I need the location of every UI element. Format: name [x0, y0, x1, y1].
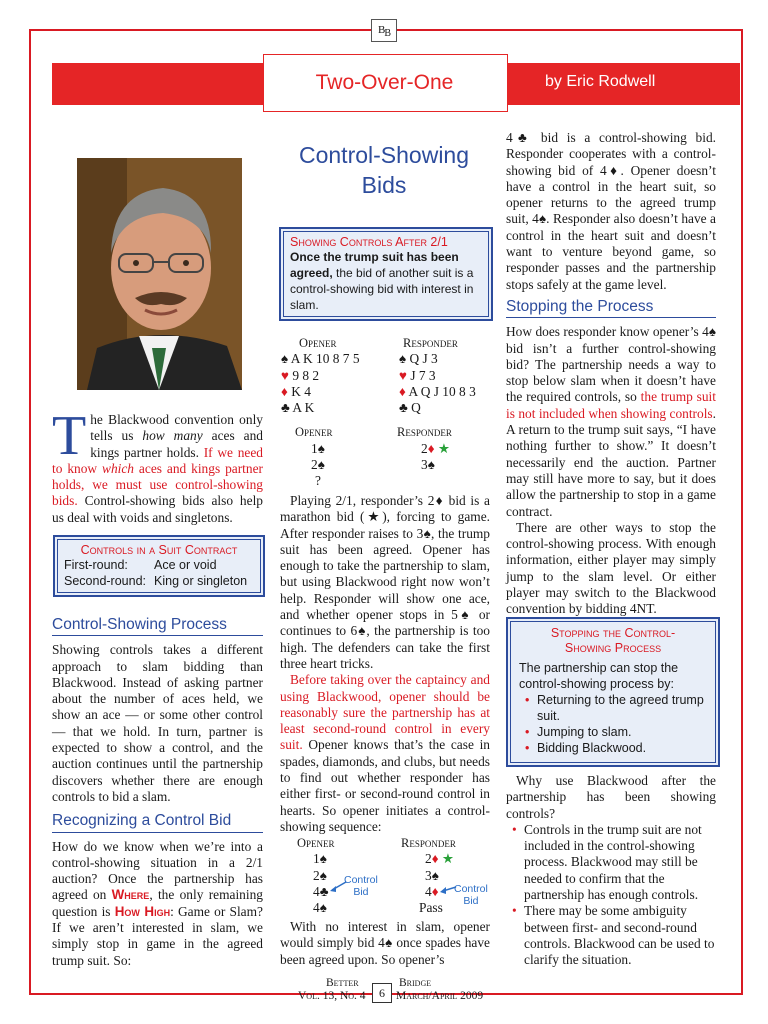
club-icon: ♣ [281, 400, 290, 416]
controls-info-box [53, 535, 265, 597]
heart-icon: ♥ [281, 367, 289, 383]
body-paragraph: Why use Blackwood after the partnership has been showing controls? [506, 773, 716, 821]
body-paragraph: There are other ways to stop the control-showing process. With enough information, either player may simply jump to the slam level. Or either player may switch to the Blackwood convention by bidding 4NT. [506, 519, 716, 617]
responder-label: Responder [403, 336, 458, 350]
author-photo [77, 158, 242, 390]
diamond-icon: ♦ [281, 383, 288, 399]
column-title: Two-Over-One [315, 71, 454, 94]
opener-hearts: ♥ 9 8 2 [281, 367, 320, 383]
spade-icon: ♠ [399, 351, 407, 367]
star-icon: ★ [437, 440, 450, 456]
footer-volume: Vol. 13, No. 4 [298, 990, 366, 1002]
magazine-logo: $B_B$ [371, 19, 397, 42]
responder-spades: ♠ Q J 3 [399, 351, 438, 367]
footer-date: March/April 2009 [396, 990, 484, 1002]
hand-diagram [281, 335, 496, 490]
box-title: Controls in a Suit Contract [80, 543, 238, 557]
showing-controls-box [279, 227, 493, 321]
drop-cap: T [52, 405, 87, 467]
box-title: Showing Controls After 2/1 [290, 235, 448, 249]
box-title: Stopping the Control- Showing Process [550, 626, 676, 655]
list-item: • Jumping to slam. [519, 724, 707, 740]
list-item: • Controls in the trump suit are not included in the control-showing process. Blackwood may still be needed to confirm that the partnership has enough controls. [506, 822, 716, 903]
column-2-text [280, 493, 490, 835]
list-item: • Returning to the agreed trump suit. [519, 692, 707, 724]
body-paragraph: 4♣ bid is a control-showing bid. Responder cooperates with a control-showing bid of 4♦. Opener doesn’t have a control in the heart suit, so opener returns to the agreed trump suit, 4♠. Responder also doesn’t have a control in the heart suit and doesn’t want to venture beyond game, so responder passes and the partnership stops safely at the game level. [506, 130, 716, 292]
intro-paragraph: The Blackwood convention only tells us how many aces and kings partner holds. If we need to know which aces and kings partner holds, we must use control-showing bids. Control-showing bids also help us deal with voids and singletons. [52, 405, 263, 525]
list-item: • There may be some ambiguity between first- and second-round controls. Blackwood can be used to clarify the situation. [506, 903, 716, 968]
auction-1: Opener 1♠ 2♠ ? Responder 2♦ ★ 3♠ [295, 425, 452, 489]
page-number: 6 [372, 983, 392, 1003]
body-paragraph: Playing 2/1, responder’s 2♦ bid is a marathon bid (★), forcing to game. After responder raises to 3♠, the trump suit has been agreed. Opener has enough to take the partnership to slam, but using Blackwood right now won’t help. Responder will show one ace, and whether opener stops in 5♠ or continues to 6♠, the partnership is too high. The defenders can take the first three heart tricks. [280, 493, 490, 671]
footer-bridge: Bridge [399, 977, 432, 989]
opener-spades: ♠ A K 10 8 7 5 [281, 351, 360, 367]
footer-better: Better [326, 977, 359, 989]
body-paragraph: How does responder know opener’s 4♠ bid isn’t a further control-showing bid? The partnership needs a way to stop below slam when it doesn’t have the required controls, so the trump suit is not included when showing controls. A return to the trump suit says, “I have nothing further to show.” It doesn’t necessarily end the auction. Partner may still have more to say, but it does allow the partnership to stop in a game contract. [506, 324, 716, 519]
box-row-first-round: First-round: Ace or void [64, 558, 217, 572]
column-1 [52, 405, 263, 526]
heart-icon: ♥ [399, 367, 407, 383]
section-heading: Stopping the Process [506, 299, 716, 318]
body-paragraph: How do we know when we’re into a control-showing situation in a 2/1 auction? Once the partnership has agreed on Where, the only remaining question is How High: Game or Slam? If we aren’t interested in slam, we simply stop in game in the agreed trump suit. So: [52, 838, 263, 968]
section-heading: Control-Showing Process [52, 617, 263, 636]
list-item: • Bidding Blackwood. [519, 740, 707, 756]
opener-diamonds: ♦ K 4 [281, 383, 311, 399]
arrow-icon [438, 884, 458, 898]
spade-icon: ♠ [281, 351, 289, 367]
body-paragraph: Before taking over the captaincy and using Blackwood, opener should be reasonably sure the partnership has at least second-round control in every suit. Opener knows that’s the case in spades, diamonds, and clubs, but needs to find out whether responder has either first- or second-round control in hearts. So opener initiates a control-showing sequence: [280, 672, 490, 834]
body-paragraph: Showing controls takes a different approach to slam bidding than Blackwood. Instead of asking partner about the number of aces held, we show an ace — or some other control — that we hold. In turn, partner is expected to show a control, and the auction continues until the partnership discovers whether there are enough controls to bid a slam. [52, 642, 263, 804]
control-bid-annotation: Control Bid [454, 883, 488, 907]
auction-2: Opener 1♠ 2♠ 4♣ 4♠ Responder 2♦ ★ 3♠ 4♦ Pass [297, 836, 456, 916]
opener-clubs: ♣ A K [281, 400, 315, 416]
responder-clubs: ♣ Q [399, 400, 421, 416]
responder-diamonds: ♦ A Q J 10 8 3 [399, 383, 476, 399]
column-3-lower [506, 773, 716, 969]
box-row-second-round: Second-round: King or singleton [64, 574, 248, 588]
box-list [519, 692, 707, 756]
byline: by Eric Rodwell [545, 73, 656, 90]
body-paragraph: With no interest in slam, opener would simply bid 4♠ once spades have been agreed upon. So opener’s [280, 919, 490, 967]
stopping-process-box [506, 617, 720, 767]
article-heading: Control-Showing Bids [298, 142, 470, 198]
responder-hearts: ♥ J 7 3 [399, 367, 436, 383]
bullet-list [506, 822, 716, 969]
control-bid-annotation: Control Bid [344, 874, 378, 898]
arrow-icon [328, 878, 348, 898]
column-3 [506, 130, 716, 618]
column-2-text-end [280, 919, 490, 968]
section-heading: Recognizing a Control Bid [52, 813, 263, 832]
box-text: Once the trump suit has been agreed, the bid of another suit is a control-showing bid with interest in slam. [290, 250, 474, 312]
opener-label: Opener [299, 336, 337, 350]
star-icon: ★ [441, 851, 454, 867]
box-intro: The partnership can stop the control-showing process by: [519, 661, 679, 691]
club-icon: ♣ [399, 400, 408, 416]
diamond-icon: ♦ [399, 383, 406, 399]
column-1-lower [52, 617, 263, 969]
